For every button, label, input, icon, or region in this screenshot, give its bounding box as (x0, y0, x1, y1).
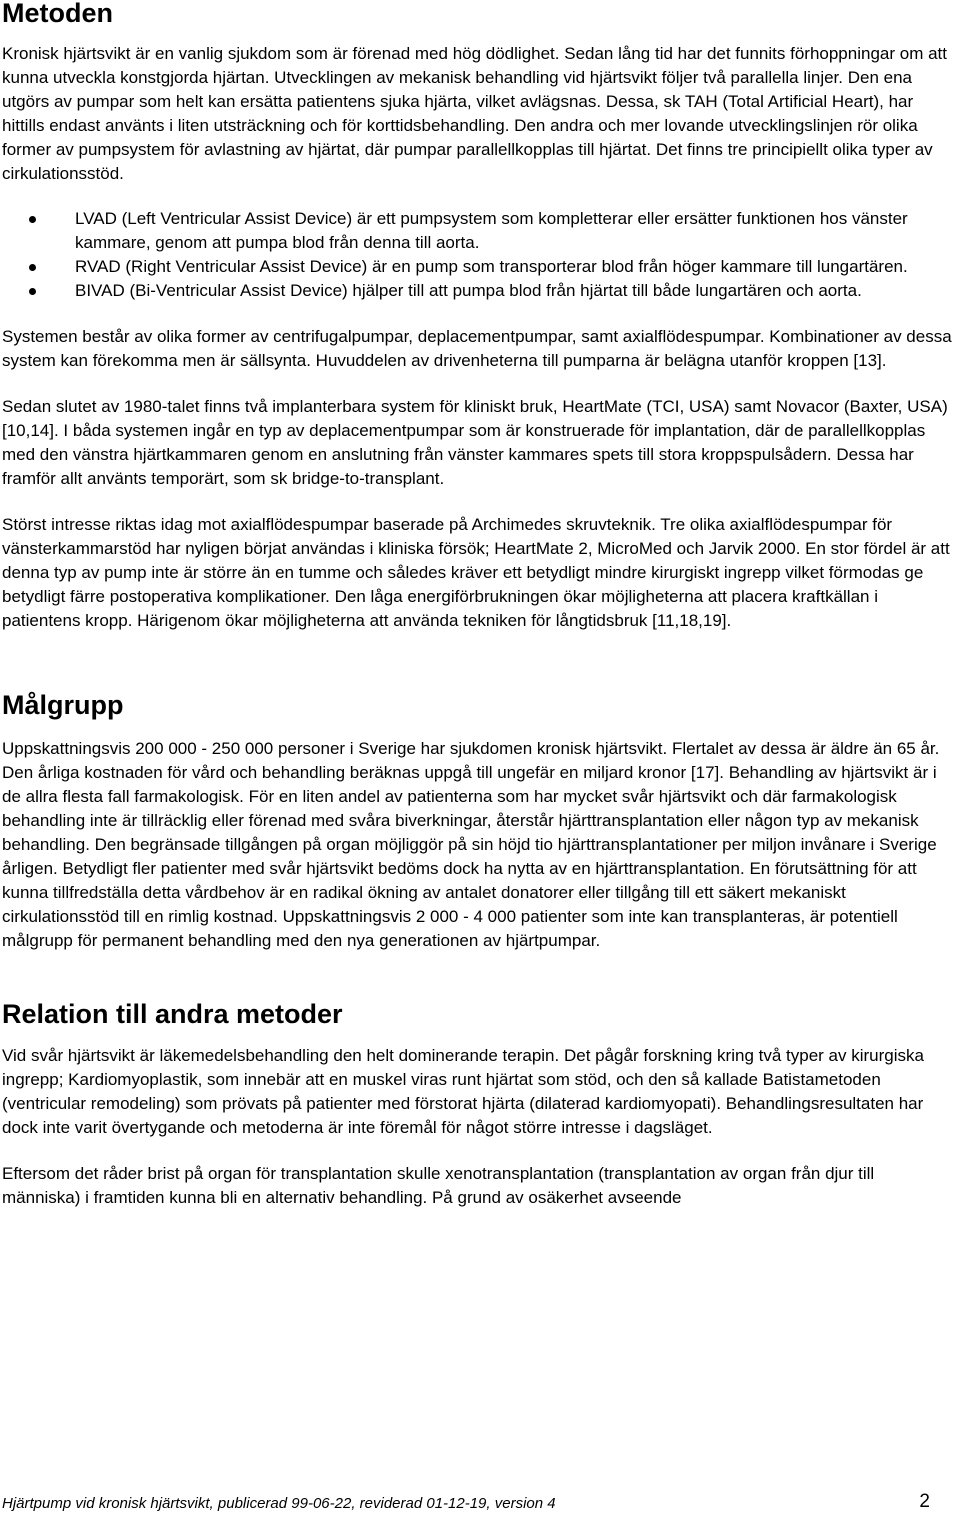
implantable-systems-paragraph: Sedan slutet av 1980-talet finns två implanterbara system för kliniskt bruk, HeartMate (TCI, USA) samt Novacor (Baxter, USA) [10,14]. I båda systemen ingår en typ av deplacementpumpar som är konstruerade för implantation, där de parallellkopplas med den vänstra hjärtkammaren genom en anslutning från vänster kammares spets till stora kroppspulsådern. Dessa har framför allt använts temporärt, som sk bridge-to-transplant. (2, 397, 948, 488)
circulatory-support-list (2, 207, 952, 303)
bullet-icon (29, 216, 36, 223)
list-item-text: RVAD (Right Ventricular Assist Device) är en pump som transporterar blod från höger kammare till lungartären. (75, 257, 908, 276)
metoden-intro-paragraph: Kronisk hjärtsvikt är en vanlig sjukdom som är förenad med hög dödlighet. Sedan lång tid har det funnits förhoppningar om att kunna utveckla konstgjorda hjärtan. Utvecklingen av mekanisk behandling vid hjärtsvikt följer två parallella linjer. Den ena utgörs av pumpar som helt kan ersätta patientens sjuka hjärta, vilket avlägsnas. Dessa, sk TAH (Total Artificial Heart), har hittills endast använts i liten utsträckning och för korttidsbehandling. Den andra och mer lovande utvecklingslinjen rör olika former av pumpsystem för avlastning av hjärtat, där pumpar parallellkopplas till hjärtat. Det finns tre principiellt olika typer av cirkulationsstöd. (2, 44, 947, 183)
page-content (2, 0, 952, 1210)
list-item-rvad (2, 255, 952, 279)
relation-paragraph-1: Vid svår hjärtsvikt är läkemedelsbehandling den helt dominerande terapin. Det pågår forskning kring två typer av kirurgiska ingrepp; Kardiomyoplastik, som innebär att en muskel viras runt hjärtat som stöd, och den så kallade Batistametoden (ventricular remodeling) som prövats på patienter med förstorat hjärta (dilaterad kardiomyopati). Behandlingsresultaten har dock inte varit övertygande och metoderna är inte föremål för något större intresse i dagsläget. (2, 1046, 924, 1137)
pump-types-paragraph: Systemen består av olika former av centrifugalpumpar, deplacementpumpar, samt axialflödespumpar. Kombinationer av dessa system kan förekomma men är sällsynta. Huvuddelen av drivenheterna till pumparna är belägna utanför kroppen [13]. (2, 327, 952, 370)
axial-flow-pumps-paragraph: Störst intresse riktas idag mot axialflödespumpar baserade på Archimedes skruvteknik. Tre olika axialflödespumpar för vänsterkammarstöd har nyligen börjat användas i kliniska försök; HeartMate 2, MicroMed och Jarvik 2000. En stor fördel är att denna typ av pump inte är större än en tumme och således kräver ett betydligt mindre kirurgiskt ingrepp vilket förmodas ge betydligt färre postoperativa komplikationer. Den låga energiförbrukningen ökar möjligheterna att placera kraftkällan i patientens kropp. Härigenom ökar möjligheterna att använda tekniken för långtidsbruk [11,18,19]. (2, 515, 950, 630)
list-item-bivad (2, 279, 952, 303)
heading-malgrupp: Målgrupp (2, 690, 124, 720)
bullet-icon (29, 264, 36, 271)
footer-text: Hjärtpump vid kronisk hjärtsvikt, publicerad 99-06-22, reviderad 01-12-19, version 4 (2, 1495, 556, 1512)
page-footer (2, 1490, 930, 1516)
relation-paragraph-2: Eftersom det råder brist på organ för transplantation skulle xenotransplantation (transplantation av organ från djur till människa) i framtiden kunna bli en alternativ behandling. På grund av osäkerhet avseende (2, 1164, 875, 1207)
page-number: 2 (919, 1491, 930, 1512)
list-item-text: BIVAD (Bi-Ventricular Assist Device) hjälper till att pumpa blod från hjärtat till både lungartären och aorta. (75, 281, 862, 300)
list-item-lvad (2, 207, 952, 255)
malgrupp-paragraph: Uppskattningsvis 200 000 - 250 000 personer i Sverige har sjukdomen kronisk hjärtsvikt. Flertalet av dessa är äldre än 65 år. Den årliga kostnaden för vård och behandling beräknas uppgå till ungefär en miljard kronor [17]. Behandling av hjärtsvikt är i de allra flesta fall farmakologisk. För en liten andel av patienterna som har mycket svår hjärtsvikt och där farmakologisk behandling inte är tillräcklig eller förenad med svåra biverkningar, återstår hjärttransplantation eller någon typ av mekanisk behandling. Den begränsade tillgången på organ möjliggör på sin höjd tio hjärttransplantationer per miljon invånare i Sverige årligen. Betydligt fler patienter med svår hjärtsvikt bedöms dock ha nytta av en hjärttransplantation. En förutsättning för att kunna tillfredställa detta vårdbehov är en radikal ökning av antalet donatorer eller tillgång till ett säkert mekaniskt cirkulationsstöd till en rimlig kostnad. Uppskattningsvis 2 000 - 4 000 patienter som inte kan transplanteras, är potentiell målgrupp för permanent behandling med den nya generationen av hjärtpumpar. (2, 739, 940, 950)
heading-relation-till-andra-metoder: Relation till andra metoder (2, 999, 343, 1029)
heading-metoden: Metoden (2, 0, 113, 28)
bullet-icon (29, 288, 36, 295)
list-item-text: LVAD (Left Ventricular Assist Device) är ett pumpsystem som kompletterar eller ersätter funktionen hos vänster kammare, genom att pumpa blod från denna till aorta. (75, 209, 908, 252)
